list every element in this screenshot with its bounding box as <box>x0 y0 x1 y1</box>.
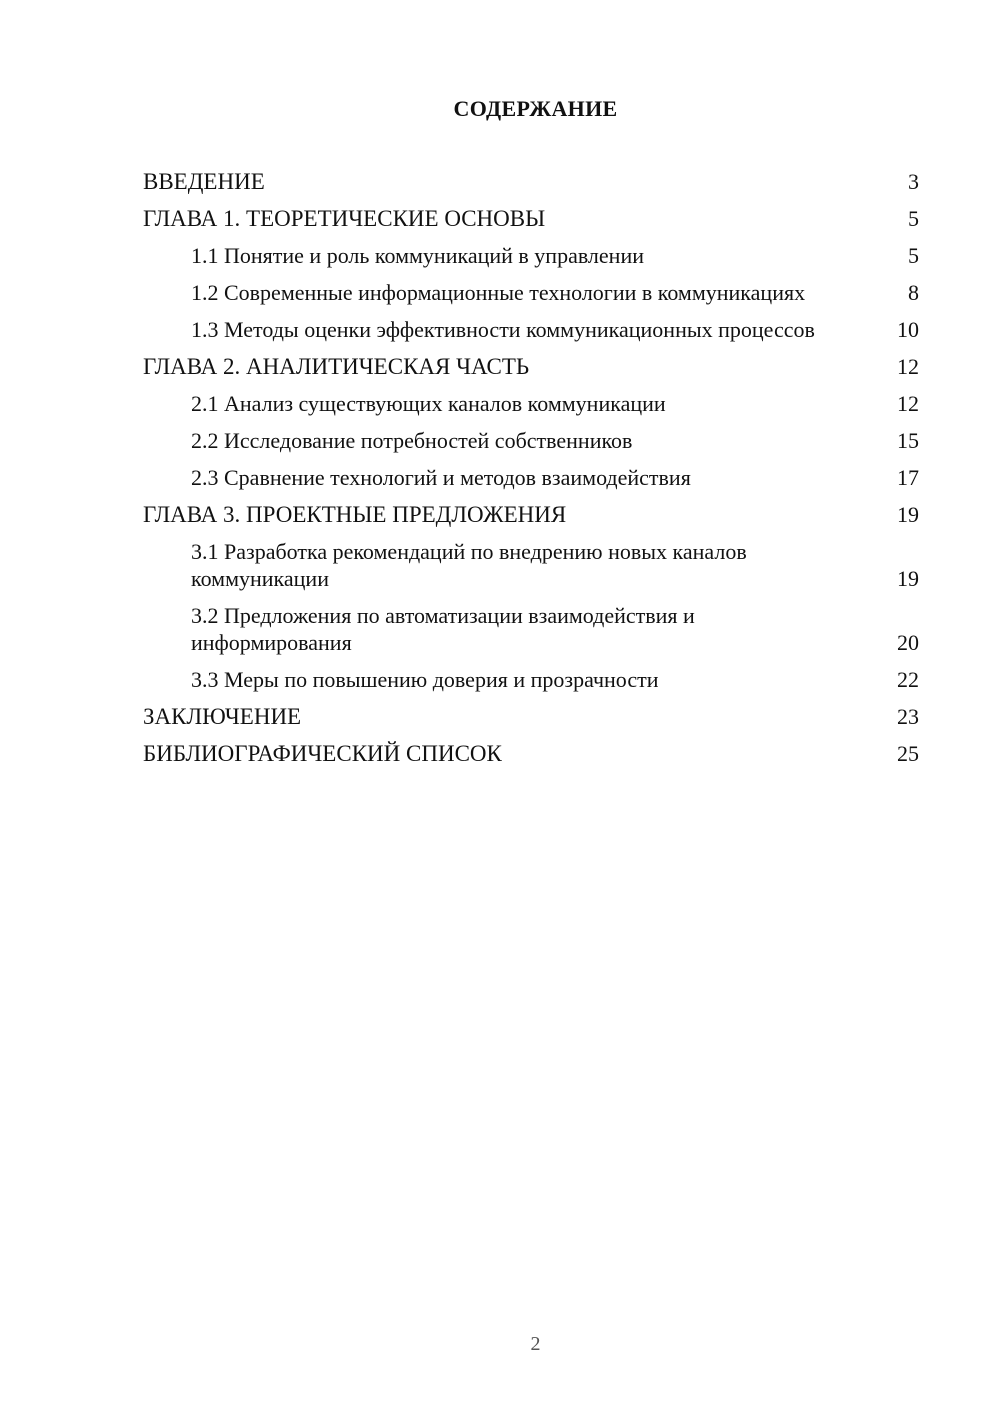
toc-section-entry <box>143 353 919 380</box>
toc-subsection-entry <box>143 390 919 417</box>
toc-entry-label: ГЛАВА 1. ТЕОРЕТИЧЕСКИЕ ОСНОВЫ <box>143 206 546 231</box>
toc-entry-label: 1.1 Понятие и роль коммуникаций в управлении <box>191 243 644 268</box>
toc-entry-page: 8 <box>908 280 919 305</box>
toc-entry-page: 12 <box>897 391 919 416</box>
toc-entry-page: 22 <box>897 667 919 692</box>
toc-subsection-entry <box>143 666 919 693</box>
toc-entry-page: 23 <box>897 704 919 729</box>
toc-entry-label: 2.1 Анализ существующих каналов коммуникации <box>191 391 666 416</box>
toc-entry-label: 2.3 Сравнение технологий и методов взаимодействия <box>191 465 691 490</box>
toc-entry-label: 1.2 Современные информационные технологии в коммуникациях <box>191 280 806 305</box>
toc-entry-page: 15 <box>897 428 919 453</box>
toc-section-entry <box>143 740 919 767</box>
toc-entry-label: 3.3 Меры по повышению доверия и прозрачности <box>191 667 659 692</box>
toc-subsection-entry <box>143 242 919 269</box>
toc-entry-label: 1.3 Методы оценки эффективности коммуникационных процессов <box>191 317 815 342</box>
table-of-contents <box>143 168 919 777</box>
toc-entry-page: 5 <box>908 206 919 231</box>
toc-section-entry <box>143 501 919 528</box>
toc-entry-page: 3 <box>908 169 919 194</box>
toc-entry-label: ГЛАВА 3. ПРОЕКТНЫЕ ПРЕДЛОЖЕНИЯ <box>143 502 567 527</box>
toc-entry-label: БИБЛИОГРАФИЧЕСКИЙ СПИСОК <box>143 741 502 766</box>
toc-entry-page: 5 <box>908 243 919 268</box>
toc-section-entry <box>143 205 919 232</box>
toc-entry-label: ГЛАВА 2. АНАЛИТИЧЕСКАЯ ЧАСТЬ <box>143 354 530 379</box>
toc-entry-label: 2.2 Исследование потребностей собственников <box>191 428 633 453</box>
page-title: СОДЕРЖАНИЕ <box>453 96 618 121</box>
toc-entry-label: 3.1 Разработка рекомендаций по внедрению новых каналов коммуникации <box>191 539 747 591</box>
page-number: 2 <box>530 1333 541 1355</box>
toc-subsection-entry <box>143 538 919 592</box>
toc-subsection-entry <box>143 464 919 491</box>
toc-subsection-entry <box>143 316 919 343</box>
toc-subsection-entry <box>143 427 919 454</box>
toc-entry-page: 25 <box>897 741 919 766</box>
toc-entry-page: 10 <box>897 317 919 342</box>
toc-entry-label: ЗАКЛЮЧЕНИЕ <box>143 704 302 729</box>
toc-subsection-entry <box>143 279 919 306</box>
toc-entry-page: 12 <box>897 354 919 379</box>
toc-entry-page: 20 <box>897 630 919 655</box>
toc-subsection-entry <box>143 602 919 656</box>
toc-entry-page: 19 <box>897 566 919 591</box>
toc-entry-page: 19 <box>897 502 919 527</box>
toc-entry-page: 17 <box>897 465 919 490</box>
toc-section-entry <box>143 703 919 730</box>
toc-section-entry <box>143 168 919 195</box>
toc-entry-label: 3.2 Предложения по автоматизации взаимодействия и информирования <box>191 603 695 655</box>
toc-entry-label: ВВЕДЕНИЕ <box>143 169 265 194</box>
